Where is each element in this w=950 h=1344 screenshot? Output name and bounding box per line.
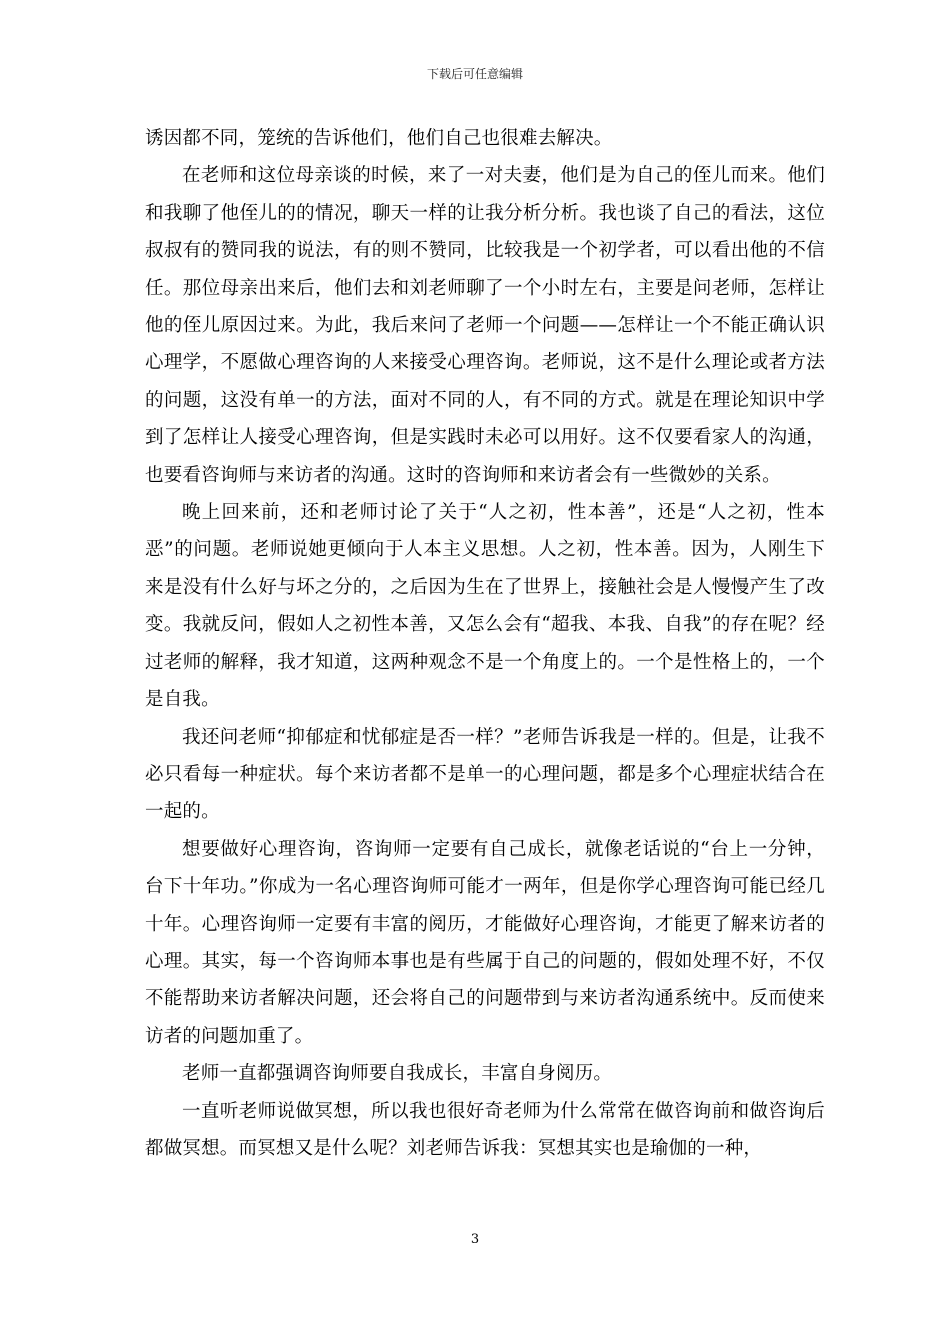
paragraph-continuation: 诱因都不同，笼统的告诉他们，他们自己也很难去解决。: [145, 128, 613, 149]
document-body: [145, 120, 825, 1167]
paragraph-depression: 我还问老师“抑郁症和忧郁症是否一样？”老师告诉我是一样的。但是，让我不必只看每一种症状。每个来访者都不是单一的心理问题，都是多个心理症状结合在一起的。: [145, 726, 825, 823]
page-number: 3: [470, 1232, 480, 1247]
paragraph-human-nature: 晚上回来前，还和老师讨论了关于“人之初，性本善”，还是“人之初，性本恶”的问题。老师说她更倾向于人本主义思想。人之初，性本善。因为，人刚生下来是没有什么好与坏之分的，之后因为生在了世界上，接触社会是人慢慢产生了改变。我就反问，假如人之初性本善，又怎么会有“超我、本我、自我”的存在呢？经过老师的解释，我才知道，这两种观念不是一个角度上的。一个是性格上的，一个是自我。: [145, 502, 825, 711]
paragraph-consultation: 在老师和这位母亲谈的时候，来了一对夫妻，他们是为自己的侄儿而来。他们和我聊了他侄儿的的情况，聊天一样的让我分析分析。我也谈了自己的看法，这位叔叔有的赞同我的说法，有的则不赞同，比较我是一个初学者，可以看出他的不信任。那位母亲出来后，他们去和刘老师聊了一个小时左右，主要是问老师，怎样让他的侄儿原因过来。为此，我后来问了老师一个问题——怎样让一个不能正确认识心理学，不愿做心理咨询的人来接受心理咨询。老师说，这不是什么理论或者方法的问题，这没有单一的方法，面对不同的人，有不同的方式。就是在理论知识中学到了怎样让人接受心理咨询，但是实践时未必可以用好。这不仅要看家人的沟通，也要看咨询师与来访者的沟通。这时的咨询师和来访者会有一些微妙的关系。: [145, 165, 825, 486]
paragraph-self-growth: 老师一直都强调咨询师要自我成长，丰富自身阅历。: [182, 1063, 613, 1085]
paragraph-growth: 想要做好心理咨询，咨询师一定要有自己成长，就像老话说的“台上一分钟，台下十年功。”你成为一名心理咨询师可能才一两年，但是你学心理咨询可能已经几十年。心理咨询师一定要有丰富的阅历，才能做好心理咨询，才能更了解来访者的心理。其实，每一个咨询师本事也是有些属于自己的问题的，假如处理不好，不仅不能帮助来访者解决问题，还会将自己的问题带到与来访者沟通系统中。反而使来访者的问题加重了。: [145, 838, 825, 1047]
page-header: 下载后可任意编辑: [426, 67, 523, 81]
paragraph-meditation: 一直听老师说做冥想，所以我也很好奇老师为什么常常在做咨询前和做咨询后都做冥想。而冥想又是什么呢？刘老师告诉我：冥想其实也是瑜伽的一种，: [145, 1100, 825, 1159]
